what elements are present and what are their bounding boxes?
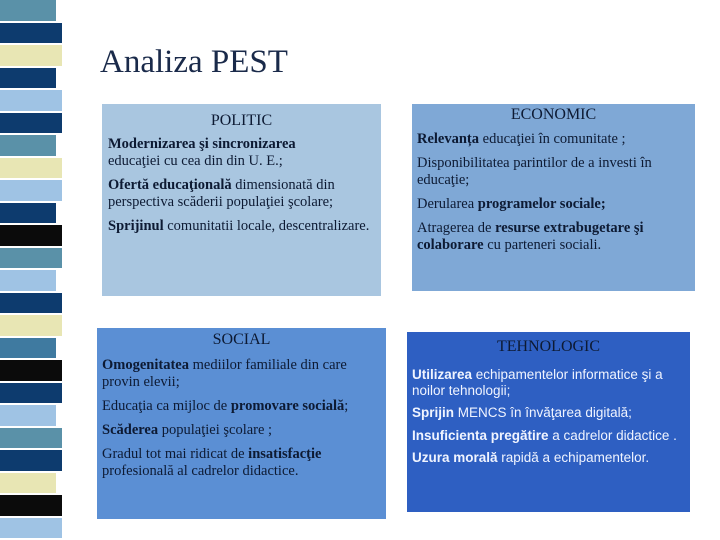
social-point-2: Educaţia ca mijloc de promovare socială; xyxy=(102,398,349,414)
stripe-segment xyxy=(0,315,62,336)
tehnologic-point-2: Sprijin MENCS în învăţarea digitală; xyxy=(412,405,632,420)
economic-point-3: Derularea programelor sociale; xyxy=(417,196,606,212)
economic-point-4: Atragerea de resurse extrabugetare şi colaborare cu parteneri sociali. xyxy=(417,220,644,253)
stripe-segment xyxy=(0,225,62,246)
economic-box xyxy=(412,104,695,291)
tehnologic-box xyxy=(407,332,690,512)
stripe-segment xyxy=(0,473,56,494)
stripe-segment xyxy=(0,383,62,404)
stripe-segment xyxy=(0,293,62,314)
tehnologic-point-4: Uzura morală rapidă a echipamentelor. xyxy=(412,450,650,465)
politic-point-3: Sprijinul comunitatii locale, descentralizare. xyxy=(108,218,370,234)
stripe-segment xyxy=(0,405,56,426)
decorative-stripe-column xyxy=(0,0,62,540)
stripe-segment xyxy=(0,450,62,471)
tehnologic-point-3: Insuficienta pregătire a cadrelor didactice . xyxy=(412,427,677,443)
economic-point-1: Relevanța educaţiei în comunitate ; xyxy=(417,131,626,147)
stripe-segment xyxy=(0,23,62,44)
stripe-segment xyxy=(0,203,56,224)
stripe-segment xyxy=(0,518,62,539)
stripe-segment xyxy=(0,248,62,269)
politic-heading: POLITIC xyxy=(210,112,273,129)
politic-point-2: Ofertă educaţională dimensionată din perspectiva scăderii populaţiei şcolare; xyxy=(108,177,335,210)
tehnologic-heading: TEHNOLOGIC xyxy=(496,338,601,355)
stripe-segment xyxy=(0,428,62,449)
slide-title: Analiza PEST xyxy=(100,44,288,80)
stripe-segment xyxy=(0,45,62,66)
stripe-segment xyxy=(0,338,56,359)
stripe-segment xyxy=(0,158,62,179)
stripe-segment xyxy=(0,495,62,516)
stripe-segment xyxy=(0,135,56,156)
stripe-segment xyxy=(0,270,56,291)
social-heading: SOCIAL xyxy=(212,331,271,348)
politic-point-1: Modernizarea şi sincronizarea educaţiei cu cea din din U. E.; xyxy=(108,136,296,169)
social-box xyxy=(97,328,386,519)
social-point-4: Gradul tot mai ridicat de insatisfacţie profesională al cadrelor didactice. xyxy=(102,446,322,479)
social-point-3: Scăderea populaţiei şcolare ; xyxy=(102,422,273,438)
stripe-segment xyxy=(0,113,62,134)
stripe-segment xyxy=(0,180,62,201)
stripe-segment xyxy=(0,68,56,89)
stripe-segment xyxy=(0,90,62,111)
economic-point-2: Disponibilitatea parintilor de a investi în educaţie; xyxy=(417,155,652,188)
tehnologic-point-1: Utilizarea echipamentelor informatice şi a noilor tehnologii; xyxy=(412,367,663,398)
politic-box xyxy=(102,104,381,296)
social-point-1: Omogenitatea mediilor familiale din care provin elevii; xyxy=(102,357,347,390)
stripe-segment xyxy=(0,360,62,381)
economic-heading: ECONOMIC xyxy=(510,106,597,123)
stripe-segment xyxy=(0,0,56,21)
